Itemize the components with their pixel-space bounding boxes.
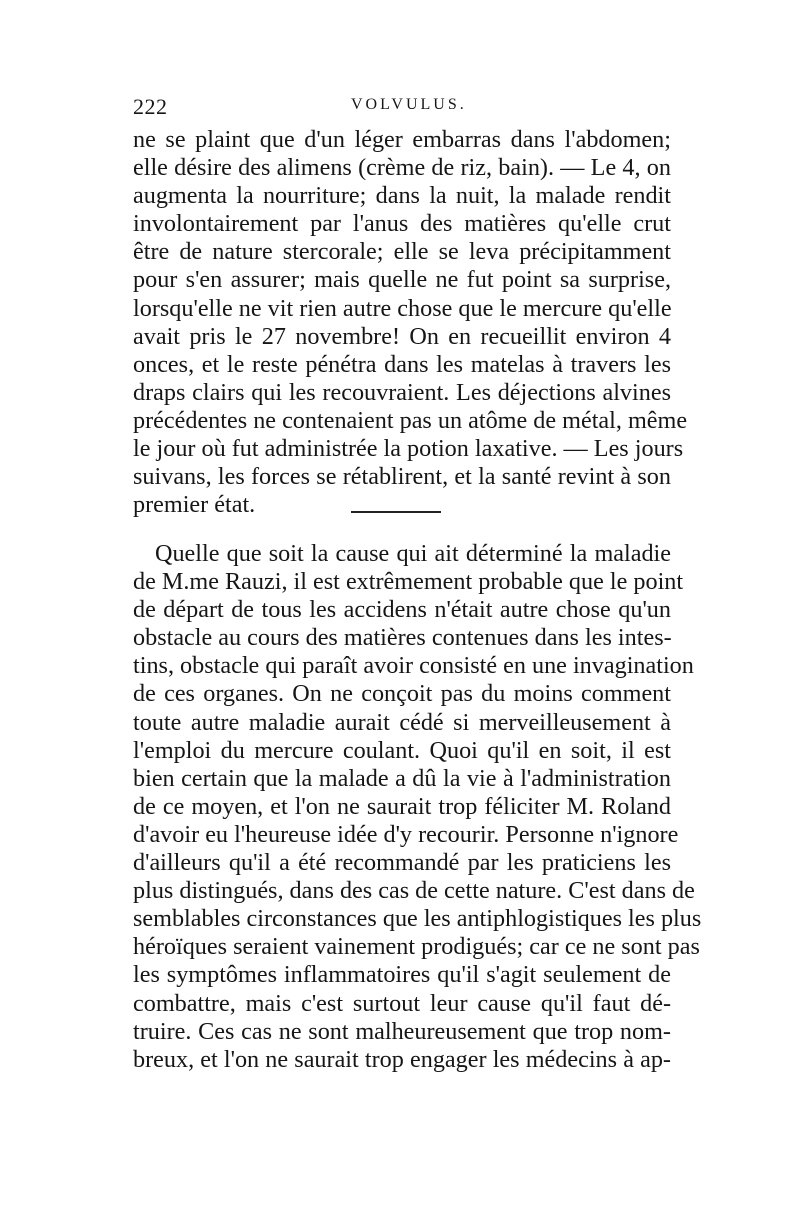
- page-number: 222: [133, 94, 168, 119]
- section-separator-rule: [351, 511, 441, 513]
- text-line: toute autre maladie aurait cédé si merveilleusement à: [133, 708, 671, 736]
- text-line: de départ de tous les accidens n'était autre chose qu'un: [133, 596, 671, 624]
- text-line: onces, et le reste pénétra dans les matelas à travers les: [133, 350, 671, 378]
- text-line: ne se plaint que d'un léger embarras dans l'abdomen;: [133, 126, 671, 153]
- text-line: d'avoir eu l'heureuse idée d'y recourir. Personne n'ignore: [133, 820, 679, 848]
- text-line: draps clairs qui les recouvraient. Les déjections alvines: [133, 378, 671, 406]
- text-line: le jour où fut administrée la potion laxative. — Les jours: [133, 435, 684, 463]
- running-head: [133, 94, 671, 118]
- text-line: d'ailleurs qu'il a été recommandé par les praticiens les: [133, 849, 671, 877]
- text-line: bien certain que la malade a dû la vie à l'administration: [133, 764, 671, 792]
- text-line: plus distingués, dans des cas de cette nature. C'est dans de: [133, 877, 695, 905]
- paragraph-1: [133, 126, 688, 519]
- text-line: lorsqu'elle ne vit rien autre chose que le mercure qu'elle: [133, 294, 672, 322]
- text-line: tins, obstacle qui paraît avoir consisté en une invagination: [133, 652, 694, 680]
- text-line: breux, et l'on ne saurait trop engager les médecins à ap-: [133, 1045, 671, 1073]
- text-line: involontairement par l'anus des matières qu'elle crut: [133, 210, 671, 238]
- text-line: Quelle que soit la cause qui ait déterminé la maladie: [155, 540, 671, 567]
- text-line: précédentes ne contenaient pas un atôme de métal, même: [133, 406, 688, 434]
- text-line: de ce moyen, et l'on ne saurait trop féliciter M. Roland: [133, 792, 671, 820]
- text-line: premier état.: [133, 491, 256, 519]
- text-line: l'emploi du mercure coulant. Quoi qu'il en soit, il est: [133, 736, 671, 764]
- text-line: héroïques seraient vainement prodigués; car ce ne sont pas: [133, 933, 700, 961]
- text-line: elle désire des alimens (crème de riz, bain). — Le 4, on: [133, 154, 671, 182]
- paragraph-2: [133, 540, 702, 1074]
- text-line: de M.me Rauzi, il est extrêmement probable que le point: [133, 568, 684, 596]
- running-title: VOLVULUS.: [351, 96, 467, 113]
- text-line: suivans, les forces se rétablirent, et la santé revint à son: [133, 463, 671, 491]
- text-line: avait pris le 27 novembre! On en recueillit environ 4: [133, 322, 671, 350]
- text-line: semblables circonstances que les antiphlogistiques les plus: [133, 905, 702, 933]
- text-line: être de nature stercorale; elle se leva précipitamment: [133, 238, 671, 266]
- text-line: augmenta la nourriture; dans la nuit, la malade rendit: [133, 182, 671, 210]
- text-line: truire. Ces cas ne sont malheureusement que trop nom-: [133, 1017, 671, 1045]
- text-line: obstacle au cours des matières contenues dans les intes-: [133, 624, 672, 652]
- text-line: de ces organes. On ne conçoit pas du moins comment: [133, 680, 671, 708]
- text-line: combattre, mais c'est surtout leur cause qu'il faut dé-: [133, 989, 671, 1017]
- text-line: pour s'en assurer; mais quelle ne fut point sa surprise,: [133, 266, 671, 294]
- text-line: les symptômes inflammatoires qu'il s'agit seulement de: [133, 961, 671, 989]
